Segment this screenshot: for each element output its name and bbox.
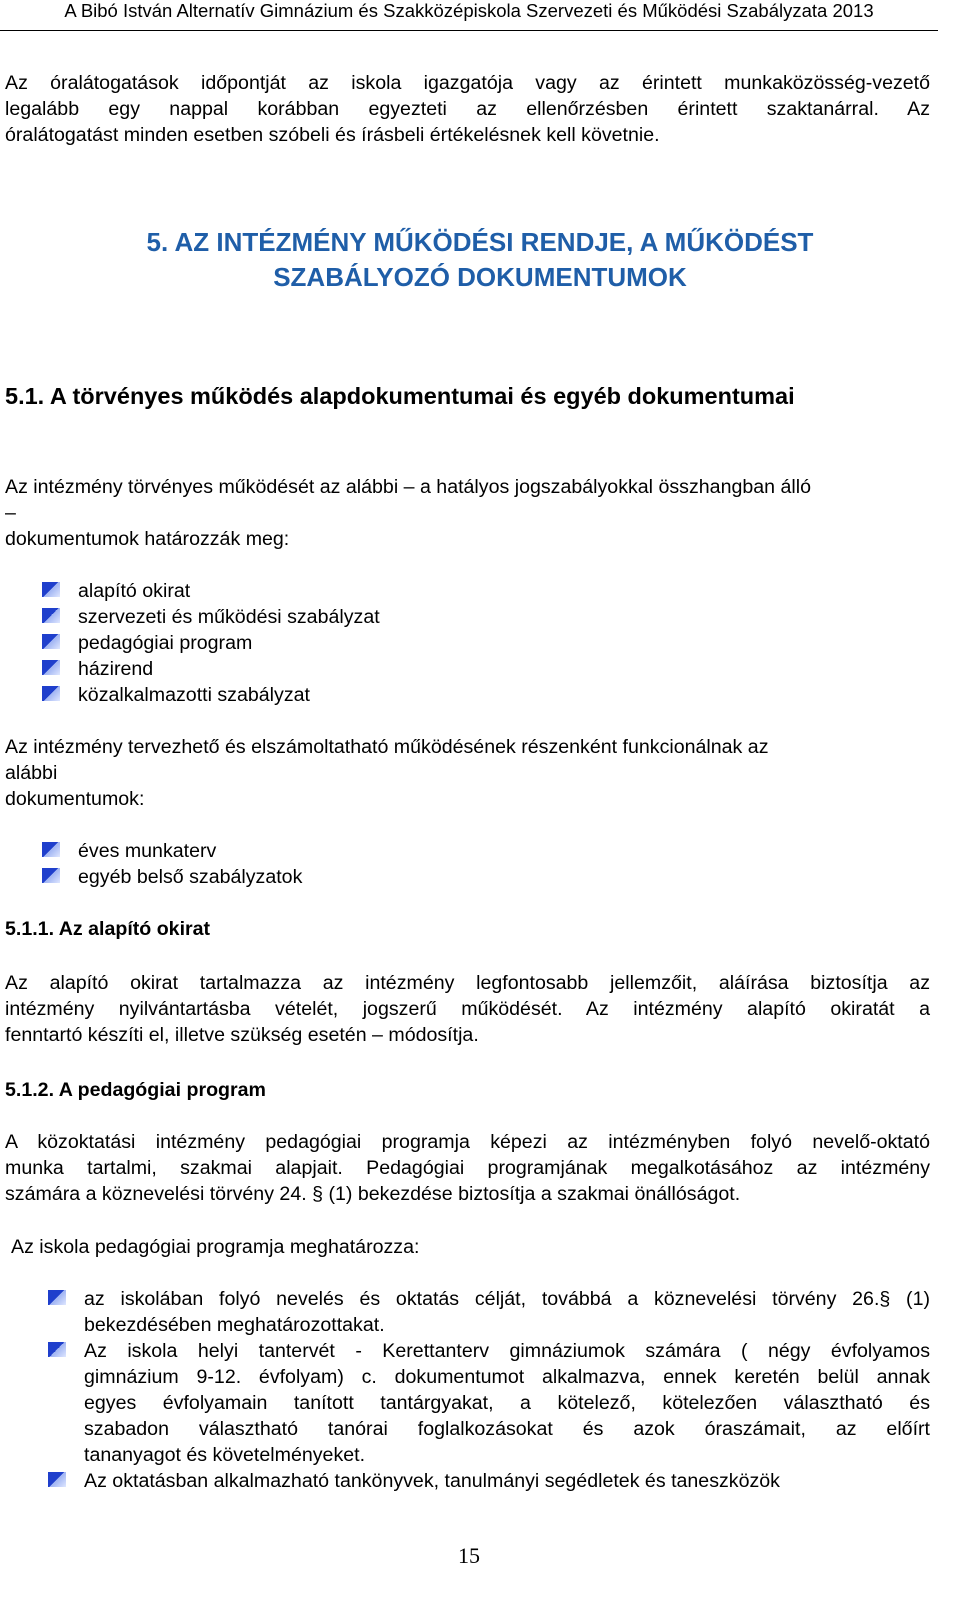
list-item-text: egyes évfolyamain tanított tantárgyakat, a kötelező, kötelezően választható és [84,1392,930,1414]
text-line: dokumentumok határozzák meg: [5,528,290,550]
square-bullet-icon [48,1342,66,1357]
document-list-2 [78,838,302,890]
section-heading-5-1-1: 5.1.1. Az alapító okirat [5,918,211,940]
list-item [78,656,380,682]
text-line: dokumentumok: [5,788,145,810]
square-bullet-icon [42,686,60,701]
text-line: Az intézmény tervezhető és elszámoltatható működésének részenként funkcionálnak az [5,736,769,758]
text-line: Az intézmény törvényes működését az alábbi – a hatályos jogszabályokkal összhangban álló [5,476,811,498]
list-item [78,864,302,890]
list-item [78,838,302,864]
square-bullet-icon [42,634,60,649]
page-number: 15 [458,1543,480,1568]
section-5-1-paragraph-2 [5,734,930,812]
text-line: legalább egy nappal korábban egyezteti az ellenőrzésben érintett szaktanárral. Az [5,98,930,120]
list-item [78,604,380,630]
list-item-text: az iskolában folyó nevelés és oktatás célját, továbbá a köznevelési törvény 26.§ (1) [84,1288,930,1310]
list-item-text: szervezeti és működési szabályzat [78,606,380,628]
square-bullet-icon [48,1290,66,1305]
list-item-text: házirend [78,658,154,680]
section-5-1-1-paragraph [5,970,930,1048]
text-line: óralátogatást minden esetben szóbeli és írásbeli értékelésnek kell követnie. [5,124,660,146]
program-content-list [84,1286,930,1494]
text-line: intézmény nyilvántartásba vételét, jogszerű működését. Az intézmény alapító okiratát a [5,998,930,1020]
list-item-text: Az iskola helyi tantervét - Kerettanterv gimnáziumok számára ( négy évfolyamos [84,1340,930,1362]
list-item [84,1468,930,1494]
page-header [0,0,938,31]
header-title: A Bibó István Alternatív Gimnázium és Szakközépiskola Szervezeti és Működési Szabályzata 2013 [64,0,874,21]
list-item-text: éves munkaterv [78,840,217,862]
text-line: – [5,502,16,524]
list-item-text: gimnázium 9-12. évfolyam) c. dokumentumot alkalmazva, ennek keretén belül annak [84,1366,930,1388]
list-item-text: bekezdésében meghatározottakat. [84,1314,385,1336]
list-item-text: alapító okirat [78,580,191,602]
list-item [84,1338,930,1468]
text-line: fenntartó készíti el, illetve szükség esetén – módosítja. [5,1024,479,1046]
square-bullet-icon [48,1472,66,1487]
section-5-1-paragraph-1 [5,474,930,552]
text-line: számára a köznevelési törvény 24. § (1) bekezdése biztosítja a szakmai önállóságot. [5,1183,741,1205]
square-bullet-icon [42,842,60,857]
section-heading-5-1: 5.1. A törvényes működés alapdokumentumai és egyéb dokumentumai [5,383,795,409]
intro-paragraph [5,70,930,148]
text-line: Az alapító okirat tartalmazza az intézmény legfontosabb jellemzőit, aláírása biztosítja az [5,972,930,994]
list-item-text: Az oktatásban alkalmazható tankönyvek, tanulmányi segédletek és taneszközök [84,1470,780,1492]
list-item-text: szabadon választható tanórai foglalkozásokat és azok óraszámait, az előírt [84,1418,930,1440]
square-bullet-icon [42,608,60,623]
list-item-text: tananyagot és követelményeket. [84,1444,366,1466]
text-line: munka tartalmi, szakmai alapjait. Pedagógiai programjának megalkotásához az intézmény [5,1157,930,1179]
chapter-title [100,225,860,295]
square-bullet-icon [42,582,60,597]
list-item [78,630,380,656]
list-item [78,578,380,604]
chapter-title-line: 5. AZ INTÉZMÉNY MŰKÖDÉSI RENDJE, A MŰKÖDÉST [146,227,814,257]
square-bullet-icon [42,868,60,883]
list-item-text: pedagógiai program [78,632,253,654]
text-line: A közoktatási intézmény pedagógiai programja képezi az intézményben folyó nevelő-oktató [5,1131,930,1153]
chapter-title-line: SZABÁLYOZÓ DOKUMENTUMOK [273,262,687,292]
section-5-1-2-paragraph [5,1129,930,1207]
text-line: alábbi [5,762,58,784]
square-bullet-icon [42,660,60,675]
program-intro: Az iskola pedagógiai programja meghatározza: [11,1236,420,1258]
list-item-text: egyéb belső szabályzatok [78,866,303,888]
list-item [84,1286,930,1338]
list-item-text: közalkalmazotti szabályzat [78,684,310,706]
document-list-1 [78,578,380,708]
section-heading-5-1-2: 5.1.2. A pedagógiai program [5,1079,266,1101]
list-item [78,682,380,708]
text-line: Az óralátogatások időpontját az iskola igazgatója vagy az érintett munkaközösség-vezető [5,72,930,94]
